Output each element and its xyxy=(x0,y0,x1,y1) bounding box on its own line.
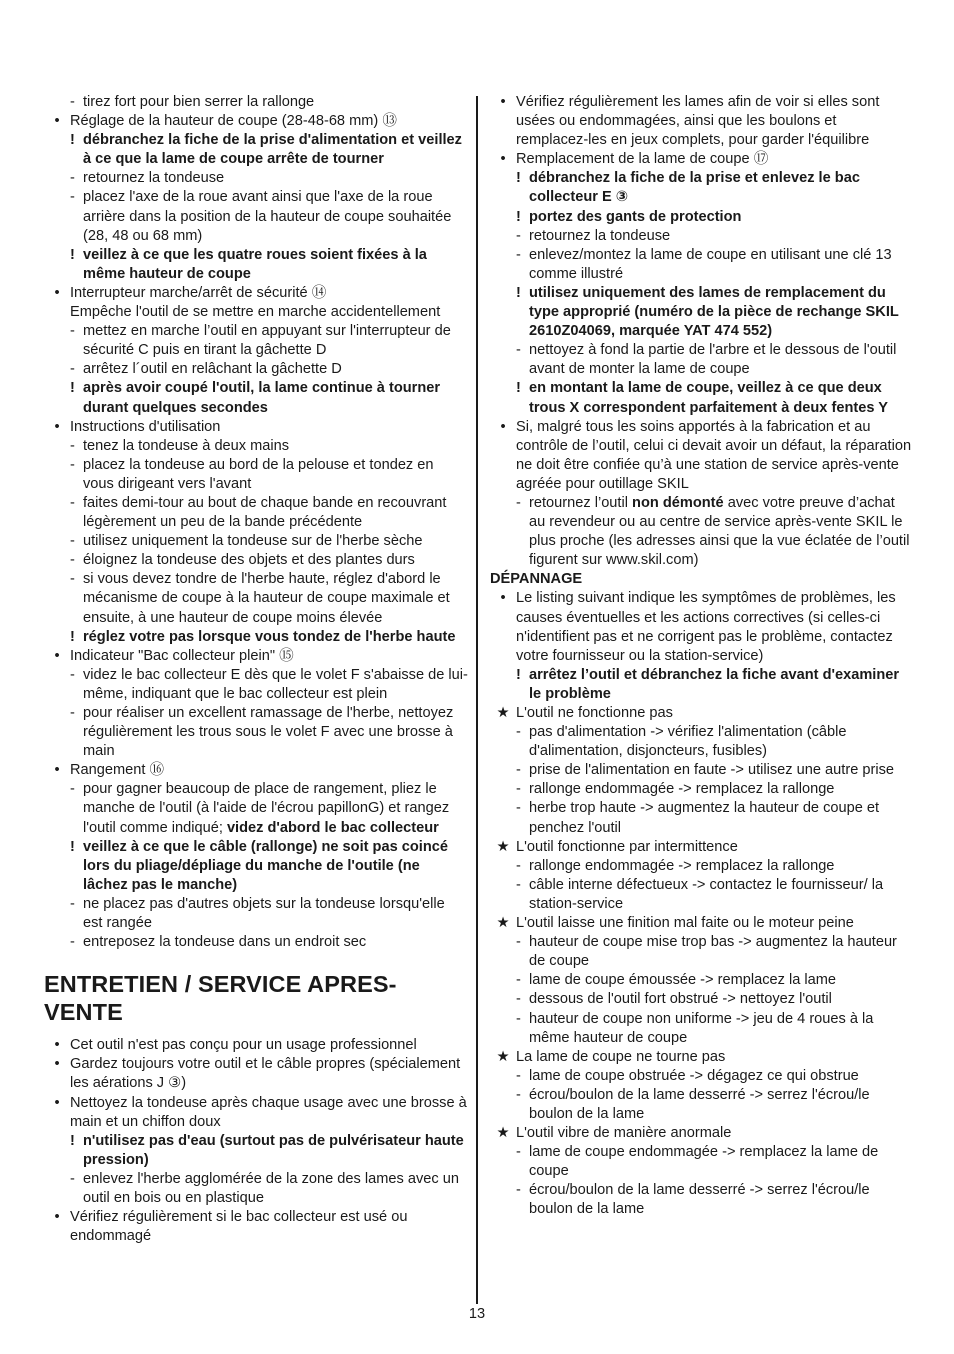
bullet-marker: • xyxy=(54,113,60,130)
bullet-marker: • xyxy=(500,94,506,110)
item-text xyxy=(83,666,468,704)
item-text xyxy=(83,551,468,570)
dash-item xyxy=(44,169,468,188)
dash-marker: - xyxy=(516,246,521,263)
item-text xyxy=(529,971,912,990)
page-number: 13 xyxy=(468,1306,486,1322)
dash-marker: - xyxy=(70,552,75,569)
item-text xyxy=(83,169,468,188)
bullet-marker: • xyxy=(500,418,506,435)
dash-marker: - xyxy=(70,170,75,187)
item-text xyxy=(516,914,912,933)
item-text-run: Gardez toujours votre outil et le câble propres (spécialement les aérations J ③) xyxy=(70,1056,461,1092)
troubleshooting-symptom xyxy=(490,1124,912,1143)
item-text xyxy=(83,1170,468,1208)
item-text xyxy=(70,418,468,437)
item-text-run: La lame de coupe ne tourne pas xyxy=(516,1048,726,1065)
item-text xyxy=(83,437,468,456)
item-text-run: retournez la tondeuse xyxy=(529,227,671,244)
dash-item xyxy=(490,1181,912,1219)
warning-marker: ! xyxy=(516,380,521,397)
item-text xyxy=(529,780,912,799)
item-text xyxy=(83,570,468,627)
warning-marker: ! xyxy=(516,170,521,187)
dash-marker: - xyxy=(516,1086,521,1103)
item-text xyxy=(529,284,912,341)
item-text-run: écrou/boulon de la lame desserré -> serrez l'écrou/le boulon de la lame xyxy=(529,1182,870,1218)
dash-marker: - xyxy=(516,494,521,511)
item-text-run: dessous de l'outil fort obstrué -> nettoyez l'outil xyxy=(529,991,832,1008)
item-text xyxy=(516,93,912,150)
item-text-run: herbe trop haute -> augmentez la hauteur de coupe et penchez l'outil xyxy=(529,800,880,836)
dash-marker: - xyxy=(70,666,75,683)
item-text-bold: videz d'abord le bac collecteur xyxy=(226,819,439,836)
dash-item xyxy=(44,780,468,837)
dash-item xyxy=(44,322,468,360)
left-column xyxy=(44,93,468,1246)
dash-item xyxy=(490,1067,912,1086)
warning-marker: ! xyxy=(70,246,75,263)
item-text-run: faites demi-tour au bout de chaque bande en recouvrant légèrement un peu de la bande précédente xyxy=(83,494,447,531)
dash-marker: - xyxy=(516,1067,521,1084)
item-text xyxy=(516,589,912,665)
right-column xyxy=(490,93,912,1220)
bullet-item xyxy=(44,418,468,437)
bullet-item xyxy=(490,93,912,150)
item-text xyxy=(516,1048,912,1067)
dash-marker: - xyxy=(516,1182,521,1199)
bullet-marker: • xyxy=(500,151,506,168)
bullet-item xyxy=(44,1094,468,1132)
item-text xyxy=(83,93,468,112)
warning-item xyxy=(490,169,912,207)
bullet-marker: • xyxy=(500,590,506,607)
item-text-run: Interrupteur marche/arrêt de sécurité ⑭ xyxy=(70,284,327,301)
item-text-run: rallonge endommagée -> remplacez la rallonge xyxy=(529,781,835,798)
item-text xyxy=(529,379,912,417)
item-text xyxy=(529,723,912,761)
warning-item xyxy=(490,379,912,417)
item-text-run: veillez à ce que le câble (rallonge) ne soit pas coincé lors du pliage/dépliage du manche de l'outile (ne lâchez pas le manche) xyxy=(83,838,448,893)
item-text-run: débranchez la fiche de la prise et enlevez le bac collecteur E ③ xyxy=(529,170,860,206)
dash-item xyxy=(490,971,912,990)
item-text-run: arrêtez l’outil et débranchez la fiche avant d'examiner le problème xyxy=(529,666,900,702)
dash-marker: - xyxy=(516,876,521,893)
bullet-item xyxy=(44,112,468,131)
section-heading: ENTRETIEN / SERVICE APRES-VENTE xyxy=(44,971,397,1026)
warning-item xyxy=(490,666,912,704)
dash-marker: - xyxy=(516,1144,521,1161)
item-text-run: écrou/boulon de la lame desserré -> serrez l'écrou/le boulon de la lame xyxy=(529,1086,870,1122)
dash-marker: - xyxy=(70,571,75,588)
dash-item xyxy=(44,895,468,933)
item-text xyxy=(529,990,912,1009)
bullet-marker: • xyxy=(54,418,60,435)
troubleshooting-symptom xyxy=(490,704,912,723)
item-text xyxy=(516,150,912,169)
bullet-marker: • xyxy=(54,1037,60,1054)
item-text xyxy=(529,933,912,971)
dash-item xyxy=(44,93,468,112)
item-text-run: Instructions d'utilisation xyxy=(70,418,221,435)
warning-marker: ! xyxy=(516,666,521,683)
item-text xyxy=(529,246,912,284)
troubleshooting-symptom xyxy=(490,914,912,933)
item-text-run: L'outil fonctionne par intermittence xyxy=(516,838,738,855)
dash-item xyxy=(44,456,468,494)
dash-item xyxy=(490,990,912,1009)
bullet-marker: • xyxy=(54,762,60,779)
star-icon: ★ xyxy=(496,1125,510,1142)
item-text xyxy=(70,284,468,303)
column-divider xyxy=(476,96,478,1304)
item-text xyxy=(83,494,468,532)
star-icon: ★ xyxy=(496,915,510,932)
item-text-run: hauteur de coupe non uniforme -> jeu de 4 roues à la même hauteur de coupe xyxy=(529,1010,874,1046)
item-text-run: Nettoyez la tondeuse après chaque usage avec une brosse à main et un chiffon doux xyxy=(70,1094,467,1130)
item-text xyxy=(529,799,912,837)
item-text xyxy=(83,895,468,933)
dash-marker: - xyxy=(70,895,75,912)
item-text xyxy=(516,418,912,494)
dash-marker: - xyxy=(70,456,75,473)
item-text xyxy=(529,1181,912,1219)
warning-marker: ! xyxy=(70,1132,75,1149)
dash-item xyxy=(44,933,468,952)
item-text xyxy=(70,647,468,666)
warning-marker: ! xyxy=(70,628,75,645)
warning-marker: ! xyxy=(70,380,75,397)
dash-marker: - xyxy=(516,342,521,359)
item-text-run: rallonge endommagée -> remplacez la rallonge xyxy=(529,857,835,874)
item-text-run: éloignez la tondeuse des objets et des plantes durs xyxy=(83,552,415,569)
item-text-run: réglez votre pas lorsque vous tondez de l'herbe haute xyxy=(83,628,456,645)
item-text-run: pas d'alimentation -> vérifiez l'alimentation (câble d'alimentation, disjoncteurs, fusibles) xyxy=(529,724,847,760)
item-text xyxy=(83,838,468,895)
dash-item xyxy=(44,704,468,761)
dash-marker: - xyxy=(70,1170,75,1187)
dash-marker: - xyxy=(516,724,521,741)
bullet-marker: • xyxy=(54,284,60,301)
dash-item xyxy=(44,437,468,456)
dash-marker: - xyxy=(70,323,75,340)
item-text-run: tirez fort pour bien serrer la rallonge xyxy=(83,94,315,110)
item-text-run: utilisez uniquement la tondeuse sur de l'herbe sèche xyxy=(83,533,423,550)
warning-marker: ! xyxy=(516,208,521,225)
dash-item xyxy=(490,933,912,971)
bullet-item xyxy=(44,1208,468,1246)
item-text-run: Vérifiez régulièrement si le bac collecteur est usé ou endommagé xyxy=(70,1209,408,1245)
dash-item xyxy=(490,780,912,799)
item-text xyxy=(83,933,468,952)
warning-marker: ! xyxy=(516,284,521,301)
item-text-run: utilisez uniquement des lames de remplacement du type approprié (numéro de la pièce de rechange SKIL 2610Z04069, marquée YAT 474 552) xyxy=(529,284,899,340)
item-text xyxy=(83,704,468,761)
bullet-item xyxy=(44,761,468,780)
item-text xyxy=(529,857,912,876)
item-text xyxy=(83,246,468,284)
warning-marker: ! xyxy=(70,132,75,149)
warning-item xyxy=(44,838,468,895)
item-text-run: veillez à ce que les quatre roues soient fixées à la même hauteur de coupe xyxy=(83,246,427,282)
item-text-run: placez l'axe de la roue avant ainsi que l'axe de la roue arrière dans la position de la hauteur de coupe souhaitée (28, 48 ou 68 mm) xyxy=(83,189,452,244)
star-icon: ★ xyxy=(496,838,510,855)
star-icon: ★ xyxy=(496,1048,510,1065)
bullet-item xyxy=(490,150,912,169)
item-text-run: hauteur de coupe mise trop bas -> augmentez la hauteur de coupe xyxy=(529,934,897,970)
dash-item xyxy=(490,494,912,570)
dash-marker: - xyxy=(516,781,521,798)
dash-marker: - xyxy=(516,972,521,989)
item-text-run: placez la tondeuse au bord de la pelouse et tondez en vous dirigeant vers l'avant xyxy=(83,456,434,492)
item-text xyxy=(83,360,468,379)
item-text-run: pour réaliser un excellent ramassage de l'herbe, nettoyez régulièrement les trous sous le volet F avec une brosse à main xyxy=(83,705,454,760)
dash-item xyxy=(490,857,912,876)
item-text-run: pour gagner beaucoup de place de rangement, pliez le manche de l'outil (à l'aide de l'écrou papillonG) et rangez l'outil comme indiqué; xyxy=(83,781,450,836)
dash-marker: - xyxy=(516,991,521,1008)
item-text-run: lame de coupe endommagée -> remplacez la lame de coupe xyxy=(529,1144,879,1180)
item-text-run: n'utilisez pas d'eau (surtout pas de pulvérisateur haute pression) xyxy=(83,1132,464,1168)
item-text xyxy=(529,1067,912,1086)
dash-marker: - xyxy=(516,1010,521,1027)
item-text-run: Si, malgré tous les soins apportés à la fabrication et au contrôle de l’outil, celui ci devait avoir un défaut, la réparation ne doit être confiée qu’à une station de service après-vente agréée pour outillage SKIL xyxy=(516,418,912,492)
item-text xyxy=(70,112,468,131)
warning-item xyxy=(44,131,468,169)
dash-marker: - xyxy=(516,800,521,817)
troubleshooting-symptom xyxy=(490,838,912,857)
item-text xyxy=(83,131,468,169)
item-text xyxy=(529,666,912,704)
dash-item xyxy=(44,666,468,704)
item-text xyxy=(516,838,912,857)
item-text-run: L'outil ne fonctionne pas xyxy=(516,705,673,721)
item-text-run: débranchez la fiche de la prise d'alimentation et veillez à ce que la lame de coupe arrête de tourner xyxy=(83,132,462,168)
bullet-item xyxy=(490,589,912,665)
item-text xyxy=(529,876,912,914)
warning-item xyxy=(44,246,468,284)
item-text-run: videz le bac collecteur E dès que le volet F s'abaisse de lui-même, indiquant que le bac collecteur est plein xyxy=(83,666,468,702)
dash-item xyxy=(44,570,468,627)
dash-item xyxy=(490,1143,912,1181)
item-text xyxy=(529,1143,912,1181)
bullet-marker: • xyxy=(54,1094,60,1111)
dash-item xyxy=(490,761,912,780)
item-text xyxy=(70,1036,468,1055)
item-text-run: avec votre preuve d’achat au revendeur ou au centre de service après-vente SKIL le plus proche (les adresses ainsi que la vue éclatée de l’outil figurent sur www.skil.com) xyxy=(529,494,910,569)
dash-item xyxy=(490,1086,912,1124)
item-text-run: portez des gants de protection xyxy=(529,208,742,225)
item-text xyxy=(516,704,912,723)
dash-item xyxy=(44,551,468,570)
dash-marker: - xyxy=(70,705,75,721)
dash-marker: - xyxy=(70,361,75,378)
item-text xyxy=(529,1086,912,1124)
dash-marker: - xyxy=(70,437,75,454)
dash-item xyxy=(490,799,912,837)
warning-item xyxy=(44,628,468,647)
dash-marker: - xyxy=(516,934,521,951)
bullet-item xyxy=(44,1055,468,1093)
item-text-run: L'outil laisse une finition mal faite ou le moteur peine xyxy=(516,915,854,932)
dash-item xyxy=(44,494,468,532)
item-text xyxy=(529,761,912,780)
dash-marker: - xyxy=(70,189,75,206)
warning-marker: ! xyxy=(70,838,75,855)
dash-item xyxy=(44,360,468,379)
dash-marker: - xyxy=(516,762,521,779)
item-text-run: enlevez/montez la lame de coupe en utilisant une clé 13 comme illustré xyxy=(529,246,892,282)
dash-item xyxy=(490,876,912,914)
item-text-run: si vous devez tondre de l'herbe haute, réglez d'abord le mécanisme de coupe à la hauteur de coupe maximale et ensuite, à une hauteur de coupe moins élevée xyxy=(83,571,450,626)
item-text-run: Vérifiez régulièrement les lames afin de voir si elles sont usées ou endommagées, ainsi que les boulons et remplacez-les en jeux complets, pour garder l'équilibre xyxy=(516,94,880,149)
item-text-run: retournez l’outil xyxy=(529,494,633,511)
item-text-run: enlevez l'herbe agglomérée de la zone des lames avec un outil en bois ou en plastique xyxy=(83,1170,459,1206)
bullet-marker: • xyxy=(54,647,60,664)
item-text-run: câble interne défectueux -> contactez le fournisseur/ la station-service xyxy=(529,876,884,912)
item-text-run: en montant la lame de coupe, veillez à ce que deux trous X correspondent parfaitement à deux fentes Y xyxy=(529,380,888,416)
item-text-run: Rangement ⑯ xyxy=(70,762,165,779)
item-text-run: Le listing suivant indique les symptômes de problèmes, les causes éventuelles et les actions correctives (si celles-ci n'identifient pas et ne corrigent pas le problème, contactez votre fournisseur ou la station-service) xyxy=(516,590,896,664)
item-text xyxy=(83,322,468,360)
paragraph: Empêche l'outil de se mettre en marche accidentellement xyxy=(70,304,441,321)
item-text xyxy=(529,494,912,570)
warning-item xyxy=(44,1132,468,1170)
item-text-run: L'outil vibre de manière anormale xyxy=(516,1125,732,1142)
item-text-bold: non démonté xyxy=(632,494,724,511)
item-text xyxy=(83,379,468,417)
item-text-run: Remplacement de la lame de coupe ⑰ xyxy=(516,151,769,168)
troubleshooting-symptom xyxy=(490,1048,912,1067)
item-text-run: lame de coupe émoussée -> remplacez la lame xyxy=(529,972,837,989)
bullet-item xyxy=(44,284,468,303)
dash-marker: - xyxy=(70,781,75,798)
item-text-run: Réglage de la hauteur de coupe (28-48-68 mm) ⑬ xyxy=(70,113,397,130)
dash-item xyxy=(44,1170,468,1208)
item-text-run: Cet outil n'est pas conçu pour un usage professionnel xyxy=(70,1037,417,1054)
item-text xyxy=(83,188,468,245)
star-icon: ★ xyxy=(496,705,510,721)
dash-item xyxy=(44,188,468,245)
item-text xyxy=(83,1132,468,1170)
item-text xyxy=(70,1055,468,1093)
item-text xyxy=(70,761,468,780)
item-text xyxy=(529,227,912,246)
warning-item xyxy=(490,208,912,227)
dash-marker: - xyxy=(516,227,521,244)
warning-item xyxy=(44,379,468,417)
item-text xyxy=(83,628,468,647)
dash-marker: - xyxy=(70,494,75,511)
item-text xyxy=(516,1124,912,1143)
dash-item xyxy=(490,1010,912,1048)
item-text-run: mettez en marche l’outil en appuyant sur l'interrupteur de sécurité C puis en tirant la gâchette D xyxy=(83,323,451,359)
dash-item xyxy=(490,246,912,284)
dash-item xyxy=(490,723,912,761)
item-text-run: ne placez pas d'autres objets sur la tondeuse lorsqu'elle est rangée xyxy=(83,895,445,932)
item-text-run: tenez la tondeuse à deux mains xyxy=(83,437,290,454)
bullet-item xyxy=(490,418,912,494)
item-text-run: après avoir coupé l'outil, la lame continue à tourner durant quelques secondes xyxy=(83,380,441,416)
item-text-run: arrêtez l´outil en relâchant la gâchette D xyxy=(83,361,342,378)
item-text xyxy=(83,456,468,494)
item-text xyxy=(83,780,468,837)
subsection-heading: DÉPANNAGE xyxy=(490,571,583,588)
dash-marker: - xyxy=(516,857,521,874)
warning-item xyxy=(490,284,912,341)
bullet-marker: • xyxy=(54,1056,60,1073)
item-text-run: retournez la tondeuse xyxy=(83,170,225,187)
dash-marker: - xyxy=(70,94,75,110)
item-text xyxy=(83,532,468,551)
item-text xyxy=(529,169,912,207)
item-text xyxy=(529,208,912,227)
item-text xyxy=(70,1094,468,1132)
item-text xyxy=(529,1010,912,1048)
item-text-run: Indicateur "Bac collecteur plein" ⑮ xyxy=(70,647,294,664)
dash-marker: - xyxy=(70,934,75,951)
dash-item xyxy=(490,227,912,246)
item-text-run: prise de l'alimentation en faute -> utilisez une autre prise xyxy=(529,762,895,779)
bullet-marker: • xyxy=(54,1209,60,1226)
item-text xyxy=(70,1208,468,1246)
item-text-run: nettoyez à fond la partie de l'arbre et le dessous de l'outil avant de monter la lame de coupe xyxy=(529,342,897,378)
dash-item xyxy=(44,532,468,551)
dash-item xyxy=(490,341,912,379)
dash-marker: - xyxy=(70,533,75,550)
item-text xyxy=(529,341,912,379)
item-text-run: entreposez la tondeuse dans un endroit sec xyxy=(83,934,367,951)
bullet-item xyxy=(44,647,468,666)
item-text-run: lame de coupe obstruée -> dégagez ce qui obstrue xyxy=(529,1067,859,1084)
bullet-item xyxy=(44,1036,468,1055)
